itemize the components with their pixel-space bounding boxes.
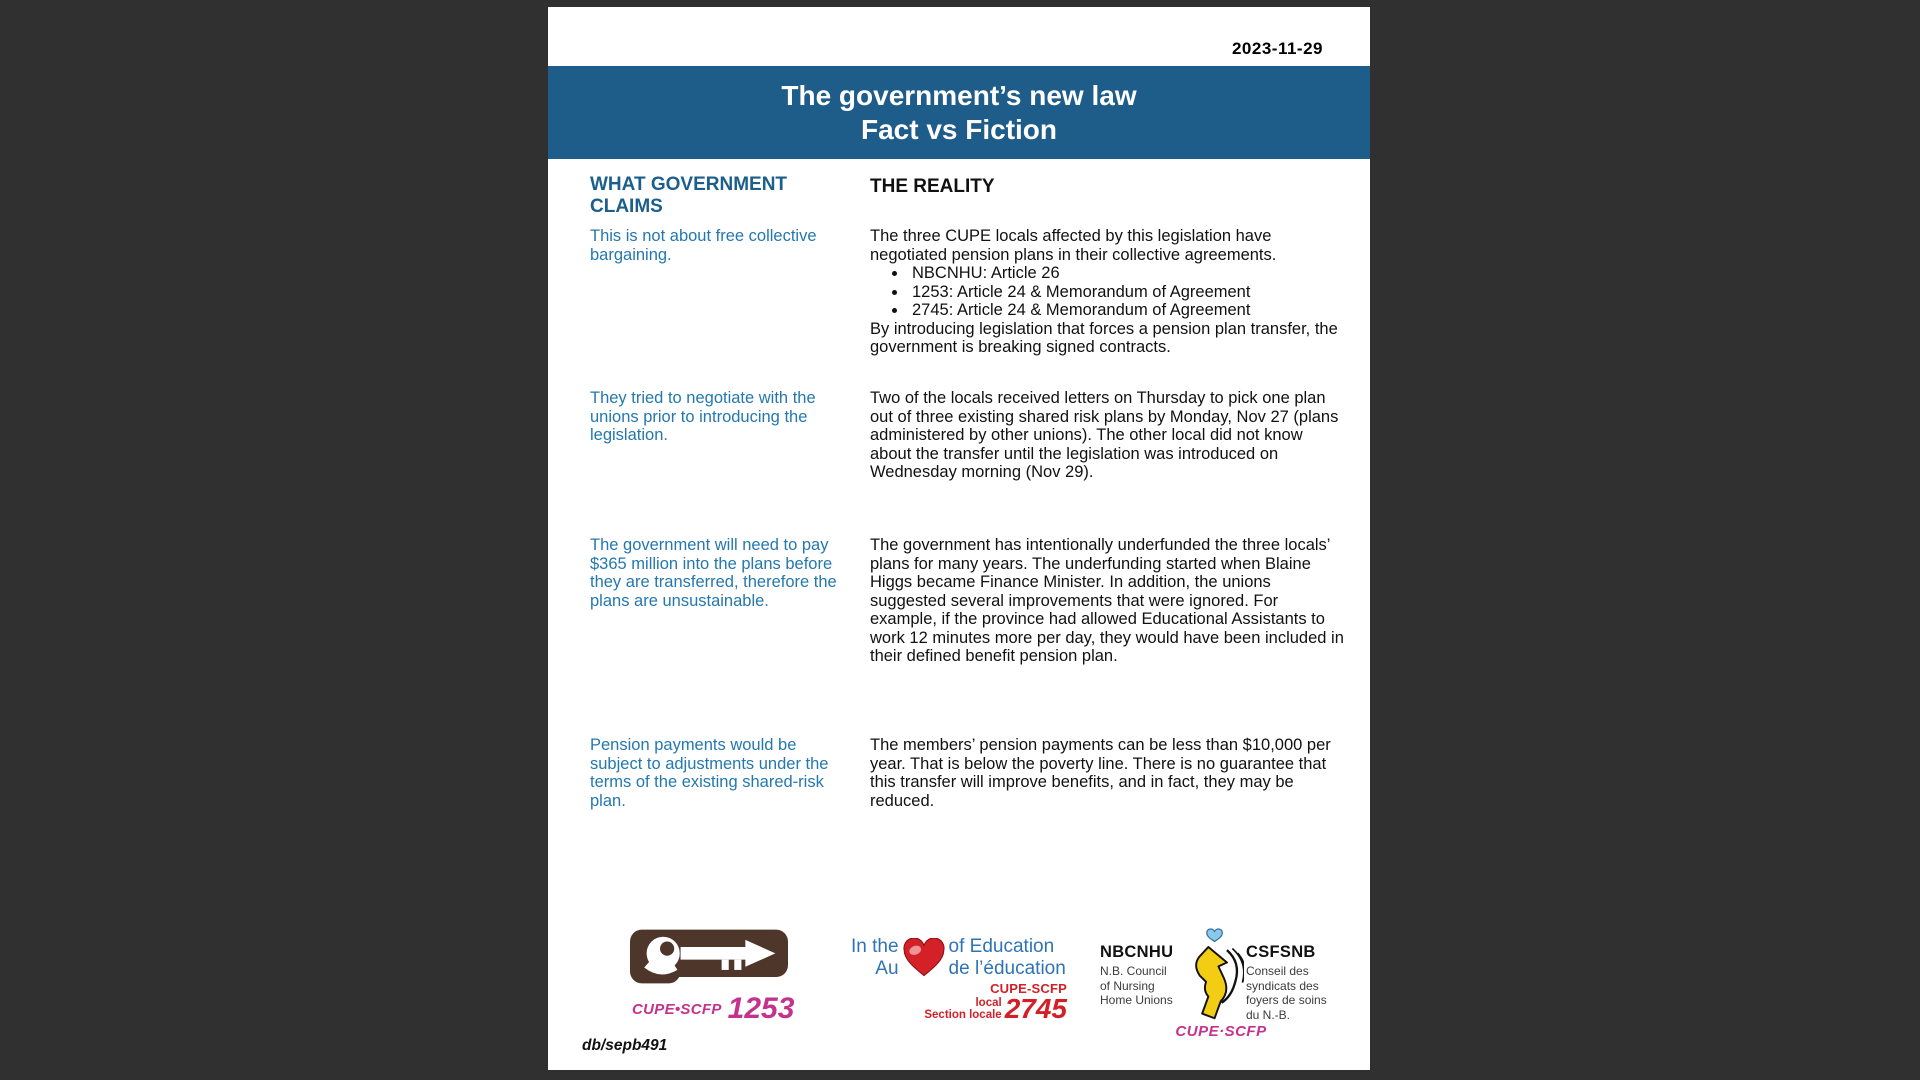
logo-2745-caption (851, 981, 1069, 1022)
reality-outro: By introducing legislation that forces a pension plan transfer, the government is breaking signed contracts. (870, 319, 1338, 356)
title-line-1: The government’s new law (781, 79, 1137, 111)
logo-1253-caption (630, 992, 810, 1026)
name-fr: Conseil des syndicats des foyers de soins du N.-B. (1246, 964, 1327, 1022)
local-word-labels: local Section locale (924, 996, 1002, 1021)
bullet-item: • NBCNHU: Article 26 (908, 264, 1348, 283)
logo-cupe-2745 (851, 936, 1069, 1022)
logo-nbcnhu-csfsnb (1100, 919, 1342, 1040)
reality-text: The members’ pension payments can be less than $10,000 per year. That is below the poverty line. There is no guarantee that this transfer will improve benefits, and in fact, they may be reduced. (870, 736, 1331, 810)
reality-column-header: THE REALITY (870, 176, 995, 197)
reality-text (870, 227, 1348, 357)
logo-cupe-1253 (630, 928, 810, 1026)
typist-code: db/sepb491 (582, 1037, 668, 1054)
heart-icon (902, 938, 946, 978)
document-page (548, 7, 1370, 1070)
slogan-right: of Education de l’éducation (948, 936, 1066, 979)
reality-bullet-list (870, 264, 1348, 320)
document-date: 2023-11-29 (1231, 39, 1323, 58)
union-name-label: CUPE-SCFP (990, 981, 1067, 996)
local-number-label: 2745 (1004, 993, 1067, 1024)
claims-column-header: WHAT GOVERNMENT CLAIMS (590, 174, 788, 217)
claim-text: The government will need to pay $365 million into the plans before they are transferred, therefore the plans are unsustainable. (590, 536, 837, 610)
bullet-item: • 2745: Article 24 & Memorandum of Agreement (908, 301, 1348, 320)
nbcnhu-english-block (1100, 919, 1180, 1008)
local-number-label: 1253 (727, 992, 795, 1025)
nbcnhu-figure-icon (1182, 919, 1244, 1023)
union-name-label: CUPE·SCFP (1175, 1023, 1267, 1040)
title-line-2: Fact vs Fiction (860, 113, 1058, 145)
claim-text: Pension payments would be subject to adjustments under the terms of the existing shared-risk plan. (590, 736, 829, 810)
claim-text: They tried to negotiate with the unions prior to introducing the legislation. (590, 389, 816, 444)
name-en: N.B. Council of Nursing Home Unions (1100, 964, 1173, 1007)
title-banner (548, 66, 1370, 159)
key-icon (630, 928, 788, 985)
reality-text: Two of the locals received letters on Thursday to pick one plan out of three existing shared risk plans by Monday, Nov 27 (plans administered by other unions). The other local did not know about the transfer until the legislation was introduced on Wednesday morning (Nov 29). (870, 389, 1339, 481)
bullet-item: • 1253: Article 24 & Memorandum of Agreement (908, 283, 1348, 302)
reality-text: The government has intentionally underfunded the three locals’ plans for many years. The underfunding started when Blaine Higgs became Finance Minister. In addition, the unions suggested several improvements that were ignored. For example, if the province had allowed Educational Assistants to work 12 minutes more per day, they would have been included in their defined benefit pension plan. (870, 536, 1344, 665)
union-name-label: CUPE•SCFP (632, 1001, 722, 1018)
acronym-fr: CSFSNB (1246, 943, 1316, 961)
blue-heart-icon (1207, 929, 1223, 942)
slogan-left: In the Au (851, 936, 899, 979)
claim-text: This is not about free collective bargaining. (590, 227, 817, 264)
logo-2745-slogan (851, 936, 1069, 980)
reality-intro: The three CUPE locals affected by this legislation have negotiated pension plans in their collective agreements. (870, 227, 1277, 264)
acronym-en: NBCNHU (1100, 943, 1174, 961)
csfsnb-french-block (1246, 919, 1334, 1022)
